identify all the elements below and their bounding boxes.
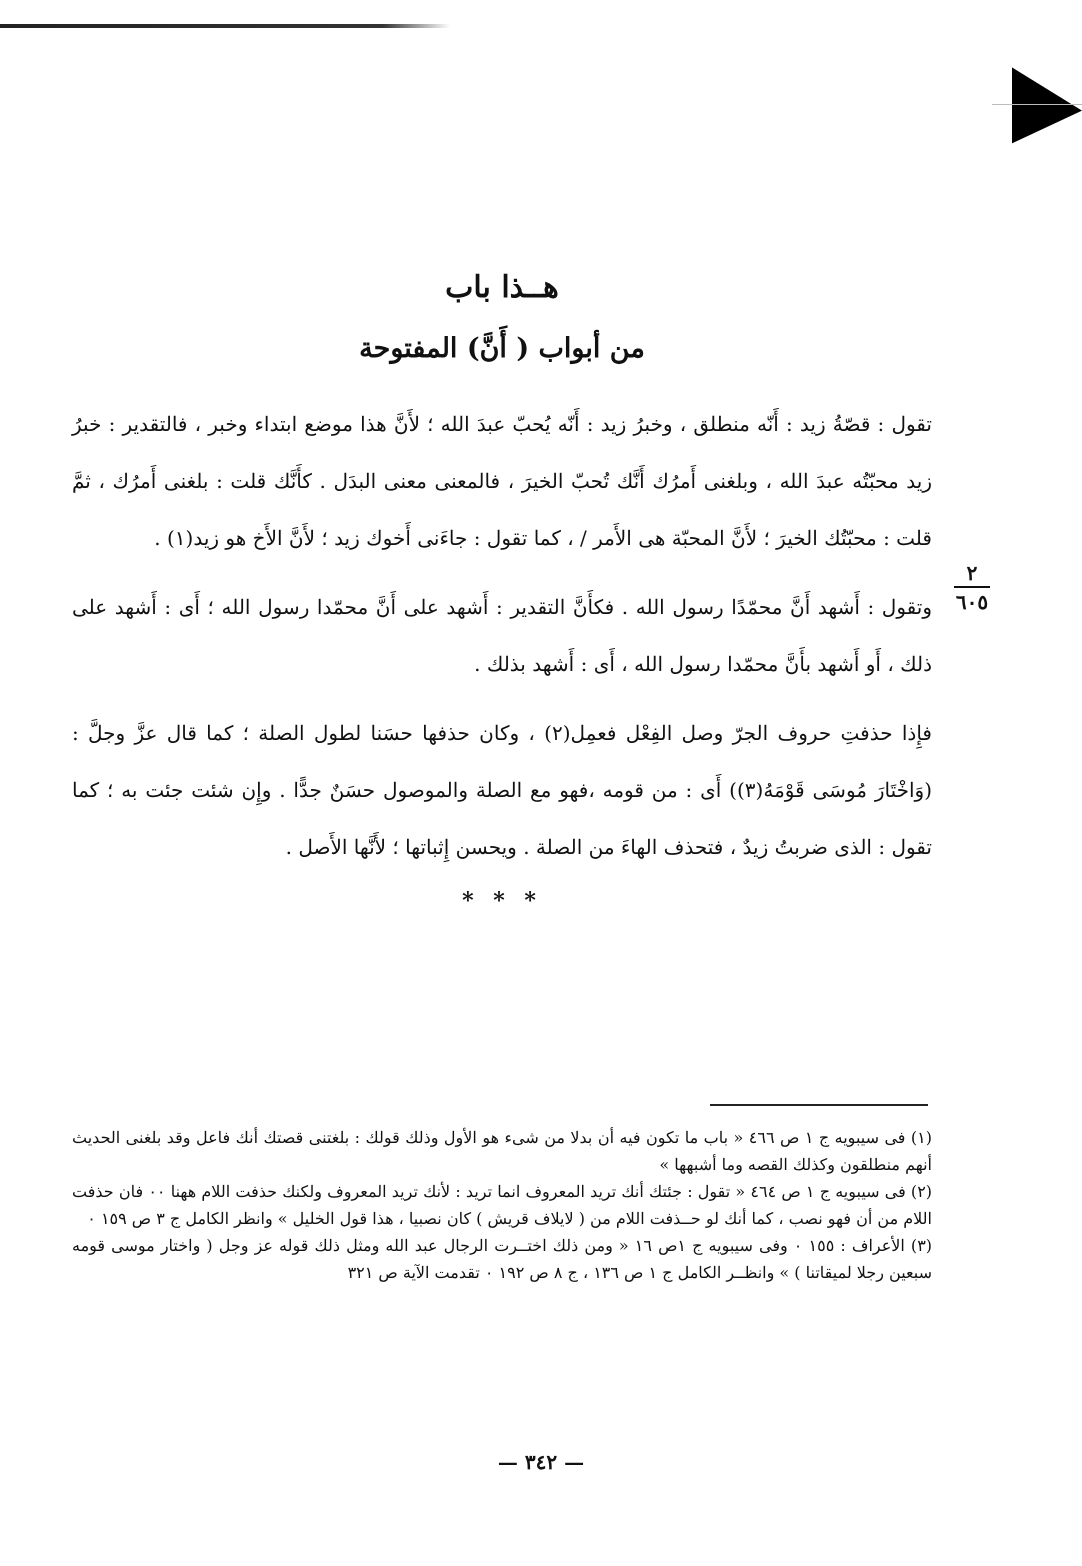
page-body	[72, 250, 932, 936]
footnote-1: (١) فى سيبويه ج ١ ص ٤٦٦ « باب ما تكون فيه أن بدلا من شىء هو الأول وذلك قولك : بلغتنى قصتك أنك فاعل وقد بلغنى الحديث أنهم منطلقون وكذلك القصه وما أشبهها »	[72, 1128, 932, 1174]
footnote-3: (٣) الأعراف : ١٥٥ ٠ وفى سيبويه ج ١ص ١٦ « ومن ذلك اختــرت الرجال عبد الله ومثل ذلك قوله عز وجل ( واختار موسى قومه سبعين رجلا لميقاتنا ) » وانظــر الكامل ج ١ ص ١٣٦ ، ج ٨ ص ١٩٢ ٠ تقدمت الآية ص ٣٢١	[72, 1236, 933, 1282]
footnote-divider	[710, 1104, 928, 1106]
chapter-subtitle: من أبواب ( أَنَّ) المفتوحة	[359, 333, 645, 364]
scan-corner-artifact	[1012, 67, 1082, 180]
paragraph-1: تقول : قصّةُ زيد : أَنّه منطلق ، وخبرُ زيد : أَنّه يُحبّ عبدَ الله ؛ لأَنَّ هذا موضع ابتداء وخبر ، فالتقدير : خبرُ زيد محبّتُه عبدَ الله ، وبلغنى أَمرُك أَنَّك تُحبّ الخيرَ ، فالمعنى معنى البدَل . كأَنَّك قلت : بلغنى أَمرُك ، ثمَّ قلت : محبّتُك الخيرَ ؛ لأَنَّ المحبّة هى الأَمر / ، كما تقول : جاءَنى أَخوك زيد ؛ لأَنَّ الأَخ هو زيد(١) .	[72, 412, 932, 550]
paragraph-2: وتقول : أَشهد أَنَّ محمّدًا رسول الله . فكأَنَّ التقدير : أَشهد على أَنَّ محمّدا رسول الله ؛ أَى : أَشهد على ذلك ، أَو أَشهد بأَنَّ محمّدا رسول الله ، أَى : أَشهد بذلك .	[72, 595, 932, 676]
margin-ref-volume: ٢	[954, 560, 990, 588]
section-separator: * * *	[462, 888, 542, 914]
margin-page-reference	[942, 560, 1002, 616]
footnotes	[72, 1124, 932, 1286]
scan-corner-line	[992, 104, 1082, 105]
margin-ref-page: ٦٠٥	[955, 590, 989, 614]
footnote-2: (٢) فى سيبويه ج ١ ص ٤٦٤ « تقول : جئتك أنك تريد المعروف انما تريد : لأنك تريد المعروف ولكنك حذفت اللام ههنا ٠٠ فان حذفت اللام من أن فهو نصب ، كما أنك لو حــذفت اللام من ( لايلاف قريش ) كان نصبيا ، هذا قول الخليل » وانظر الكامل ج ٣ ص ١٥٩ ٠	[72, 1182, 933, 1228]
scan-artifact-line	[0, 24, 450, 28]
chapter-title: هــذا باب	[445, 270, 559, 305]
paragraph-3: فإِذا حذفتِ حروف الجرّ وصل الفِعْل فعمِل(٢) ، وكان حذفها حسَنا لطول الصلة ؛ كما قال عزَّ وجلَّ : (وَاخْتَارَ مُوسَى قَوْمَهُ(٣)) أَى : من قومه ،فهو مع الصلة والموصول حسَنٌ جدًّا . وإِن شئت جئت به ؛ كما تقول : الذى ضربتُ زيدٌ ، فتحذف الهاءَ من الصلة . ويحسن إِثباتها ؛ لأَنَّها الأَصل .	[72, 721, 932, 859]
page-number: — ٣٤٢ —	[497, 1450, 585, 1474]
